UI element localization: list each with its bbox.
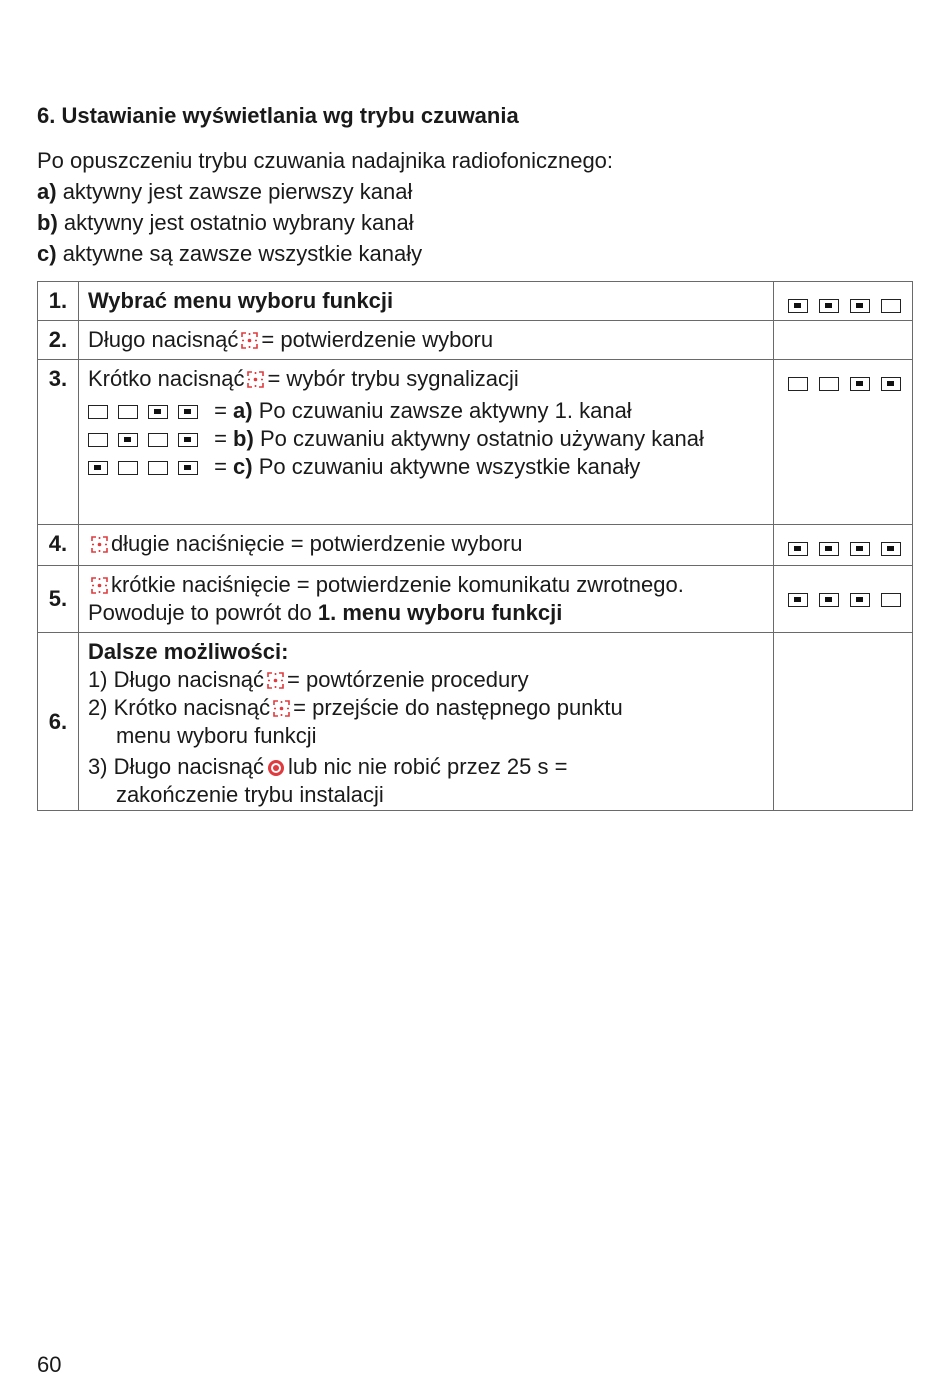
list-item-continuation: zakończenie trybu instalacji	[115, 782, 384, 807]
led-on-icon	[850, 593, 870, 607]
prog-button-icon	[91, 536, 108, 553]
step-number: 2.	[38, 321, 79, 360]
step-number: 6.	[38, 633, 79, 811]
prog-button-icon	[273, 700, 290, 717]
led-off-icon	[88, 405, 108, 419]
step-description: krótkie naciśnięcie = potwierdzenie komunikatu zwrotnego. Powoduje to powrót do 1. menu wyboru funkcji	[78, 566, 773, 633]
table-row	[38, 566, 913, 633]
table-row	[38, 633, 913, 811]
prog-button-icon	[247, 371, 264, 388]
table-row	[38, 360, 913, 525]
suboption-a: = a) Po czuwaniu zawsze aktywny 1. kanał	[88, 397, 765, 425]
step-number: 4.	[38, 525, 79, 566]
intro-option-a: a) aktywny jest zawsze pierwszy kanał	[37, 179, 413, 204]
led-on-icon	[850, 377, 870, 391]
prog-button-icon	[241, 332, 258, 349]
intro-block	[37, 145, 613, 269]
led-indicators	[773, 282, 912, 321]
steps-table	[37, 281, 913, 811]
led-on-icon	[850, 542, 870, 556]
led-on-icon	[118, 433, 138, 447]
led-on-icon	[148, 405, 168, 419]
page-number: 60	[37, 1352, 62, 1377]
further-options-title: Dalsze możliwości:	[87, 639, 289, 664]
table-row	[38, 321, 913, 360]
led-indicators	[773, 525, 912, 566]
led-on-icon	[788, 593, 808, 607]
list-item: 1) Długo nacisnąć = powtórzenie procedury	[87, 667, 529, 692]
step-number: 3.	[38, 360, 79, 525]
led-off-icon	[881, 593, 901, 607]
table-row	[38, 282, 913, 321]
led-on-icon	[178, 461, 198, 475]
led-on-icon	[881, 377, 901, 391]
led-off-icon	[118, 461, 138, 475]
table-row	[38, 525, 913, 566]
intro-option-b: b) aktywny jest ostatnio wybrany kanał	[37, 210, 414, 235]
led-off-icon	[788, 377, 808, 391]
section-heading: 6. Ustawianie wyświetlania wg trybu czuwania	[37, 103, 519, 128]
led-off-icon	[881, 299, 901, 313]
suboption-c: = c) Po czuwaniu aktywne wszystkie kanały	[88, 453, 765, 481]
prog-button-icon	[91, 577, 108, 594]
led-on-icon	[881, 542, 901, 556]
led-off-icon	[88, 433, 108, 447]
list-item-continuation: menu wyboru funkcji	[115, 723, 317, 748]
led-off-icon	[819, 377, 839, 391]
led-indicators	[773, 566, 912, 633]
step-description: długie naciśnięcie = potwierdzenie wyboru	[78, 525, 773, 566]
led-on-icon	[788, 299, 808, 313]
list-item: 2) Krótko nacisnąć = przejście do następnego punktu	[87, 695, 623, 720]
led-on-icon	[178, 433, 198, 447]
led-on-icon	[88, 461, 108, 475]
step-description: Krótko nacisnąć = wybór trybu sygnalizacji = a) Po czuwaniu zawsze aktywny 1. kanał = b) Po czuwaniu aktywny ostatnio używany kanał = c) Po czuwaniu aktywne wszystkie kanały	[78, 360, 773, 525]
led-on-icon	[819, 542, 839, 556]
led-on-icon	[819, 299, 839, 313]
led-on-icon	[178, 405, 198, 419]
led-off-icon	[118, 405, 138, 419]
intro-line: Po opuszczeniu trybu czuwania nadajnika radiofonicznego:	[37, 148, 614, 173]
led-indicators	[773, 321, 912, 360]
led-off-icon	[148, 461, 168, 475]
prog-button-icon	[267, 672, 284, 689]
led-on-icon	[819, 593, 839, 607]
intro-option-c: c) aktywne są zawsze wszystkie kanały	[37, 241, 423, 266]
step-description	[78, 633, 773, 811]
led-on-icon	[850, 299, 870, 313]
suboption-b: = b) Po czuwaniu aktywny ostatnio używany kanał	[88, 425, 765, 453]
step-number: 1.	[38, 282, 79, 321]
led-indicators	[773, 633, 912, 811]
target-icon	[267, 756, 285, 774]
led-on-icon	[788, 542, 808, 556]
led-off-icon	[148, 433, 168, 447]
step-description: Wybrać menu wyboru funkcji	[78, 282, 773, 321]
step-number: 5.	[38, 566, 79, 633]
list-item: 3) Długo nacisnąć lub nic nie robić przez 25 s =	[87, 754, 568, 779]
led-indicators	[773, 360, 912, 525]
step-description: Długo nacisnąć = potwierdzenie wyboru	[78, 321, 773, 360]
